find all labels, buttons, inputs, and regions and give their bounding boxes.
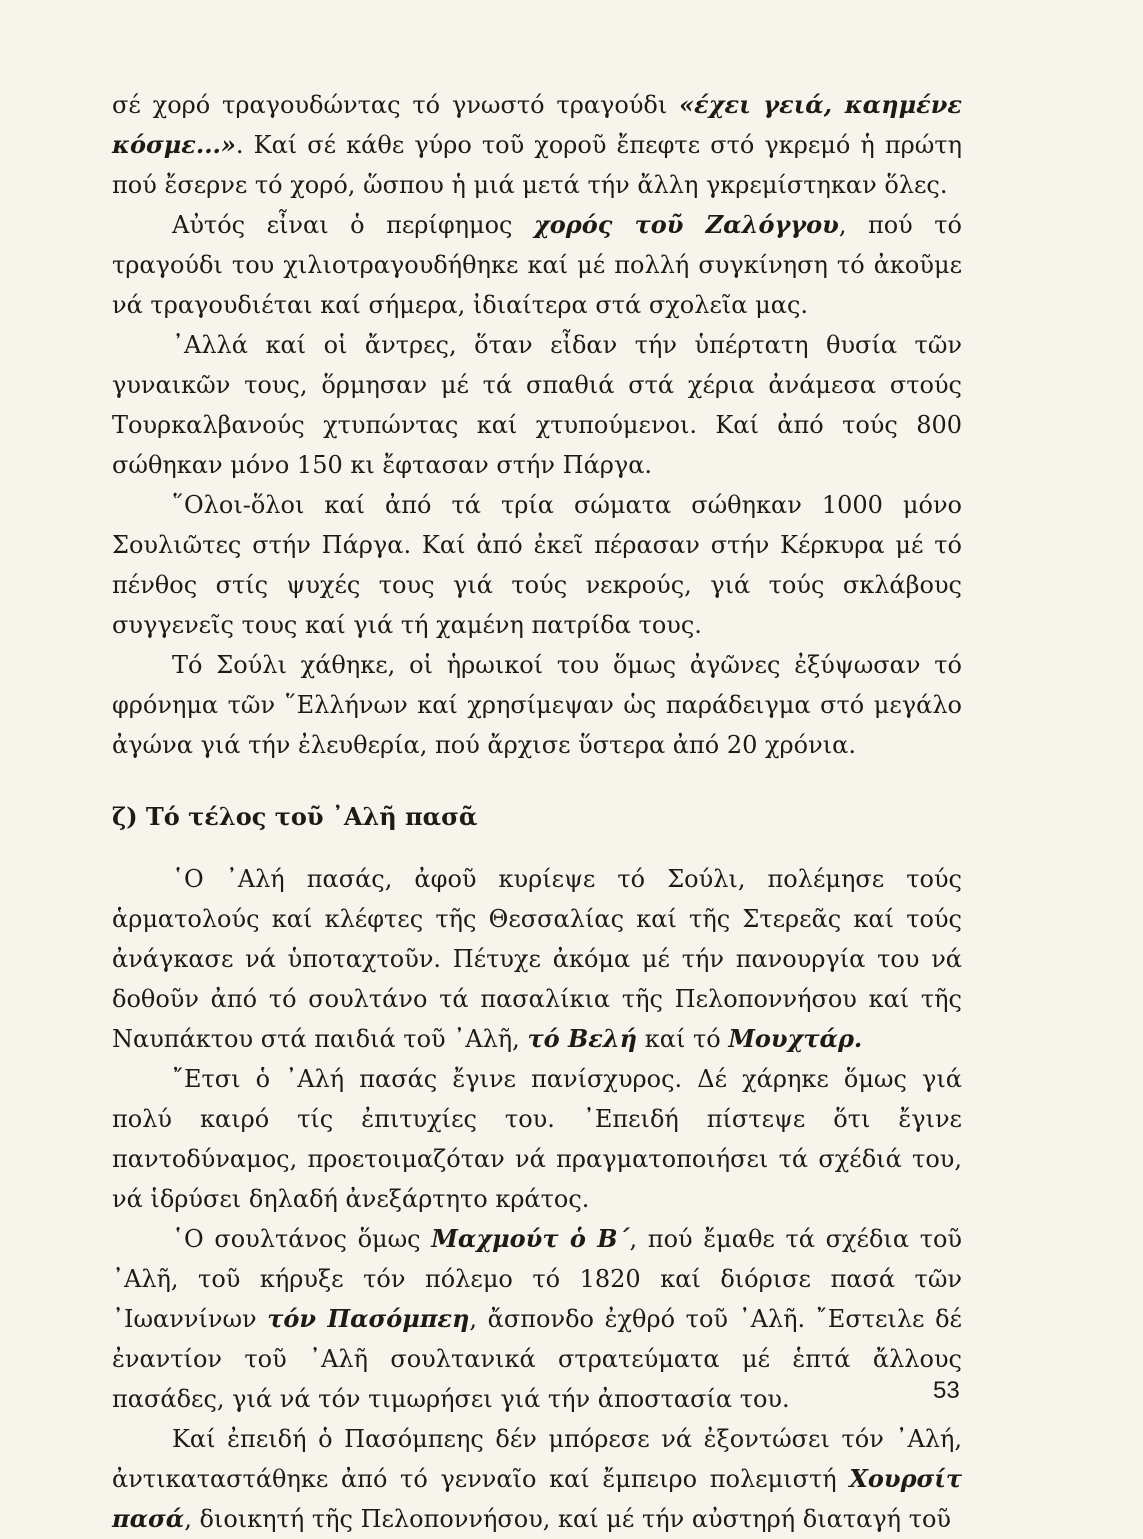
body-text bbox=[112, 85, 962, 1539]
text-segment: , πού τό τραγούδι του χιλιοτραγουδήθηκε καί μέ πολλή συγκίνηση τό ἀκοῦμε νά τραγουδιέται καί σήμερα, ἰδιαίτερα στά σχολεῖα μας. bbox=[112, 211, 962, 319]
emphasis-text: «έχει γειά, καημένε κόσμε...» bbox=[112, 90, 962, 159]
emphasis-text: χορός τοῦ Ζαλόγγου bbox=[534, 210, 839, 239]
emphasis-text: τό Βελή bbox=[527, 1024, 638, 1053]
paragraph bbox=[112, 325, 962, 485]
text-segment: . Καί σέ κάθε γύρο τοῦ χοροῦ ἔπεφτε στό γκρεμό ἡ πρώτη πού ἔσερνε τό χορό, ὥσπου ἡ μιά μετά τήν ἄλλη γκρεμίστηκαν ὅλες. bbox=[112, 131, 962, 199]
text-segment: , πού ἔμαθε τά σχέδια τοῦ ᾿Αλῆ, τοῦ κήρυξε τόν πόλεμο τό 1820 καί διόρισε πασά τῶν ᾿Ιωαννίνων bbox=[112, 1225, 963, 1333]
text-segment: ῾Ο σουλτάνος ὅμως bbox=[172, 1225, 432, 1253]
section-heading bbox=[112, 797, 962, 837]
emphasis-text: Μουχτάρ. bbox=[728, 1024, 863, 1053]
paragraph bbox=[112, 1419, 962, 1539]
text-segment: , ἄσπονδο ἐχθρό τοῦ ᾿Αλῆ. ῎Εστειλε δέ ἐναντίον τοῦ ᾿Αλῆ σουλτανικά στρατεύματα μέ ἑπτά ἄλλους πασάδες, γιά νά τόν τιμωρήσει γιά τήν ἀποστασία του. bbox=[112, 1305, 962, 1413]
paragraph bbox=[112, 645, 962, 765]
emphasis-text: Μαχμούτ ὁ Β΄ bbox=[431, 1224, 630, 1253]
text-segment: Τό Σούλι χάθηκε, οἱ ἡρωικοί του ὅμως ἀγῶνες ἐξύψωσαν τό φρόνημα τῶν ῞Ελλήνων καί χρησίμεψαν ὡς παράδειγμα στό μεγάλο ἀγώνα γιά τήν ἐλευθερία, πού ἄρχισε ὕστερα ἀπό 20 χρόνια. bbox=[112, 651, 962, 759]
text-segment: ᾿Αλλά καί οἱ ἄντρες, ὅταν εἶδαν τήν ὑπέρτατη θυσία τῶν γυναικῶν τους, ὅρμησαν μέ τά σπαθιά στά χέρια ἀνάμεσα στούς Τουρκαλβανούς χτυπώντας καί χτυπούμενοι. Καί ἀπό τούς 800 σώθηκαν μόνο 150 κι ἔφτασαν στήν Πάργα. bbox=[112, 331, 962, 479]
text-segment: Αὐτός εἶναι ὁ περίφημος bbox=[172, 211, 534, 239]
page-number: 53 bbox=[933, 1377, 960, 1404]
paragraph bbox=[112, 859, 962, 1059]
text-segment: ῾Ο ᾿Αλή πασάς, ἀφοῦ κυρίεψε τό Σούλι, πολέμησε τούς ἁρματολούς καί κλέφτες τῆς Θεσσαλίας καί τῆς Στερεᾶς καί τούς ἀνάγκασε νά ὑποταχτοῦν. Πέτυχε ἀκόμα μέ τήν πανουργία του νά δοθοῦν ἀπό τό σουλτάνο τά πασαλίκια τῆς Πελοποννήσου καί τῆς Ναυπάκτου στά παιδιά τοῦ ᾿Αλῆ, bbox=[112, 865, 962, 1053]
text-segment: ῎Ετσι ὁ ᾿Αλή πασάς ἔγινε πανίσχυρος. Δέ χάρηκε ὅμως γιά πολύ καιρό τίς ἐπιτυχίες του. ᾿Επειδή πίστεψε ὅτι ἔγινε παντοδύναμος, προετοιμαζόταν νά πραγματοποιήσει τά σχέδιά του, νά ἱδρύσει δηλαδή ἀνεξάρτητο κράτος. bbox=[112, 1065, 962, 1213]
text-segment: ζ) Τό τέλος τοῦ ᾿Αλῆ πασᾶ bbox=[112, 802, 478, 831]
text-segment: Καί ἐπειδή ὁ Πασόμπεης δέν μπόρεσε νά ἐξοντώσει τόν ᾿Αλή, ἀντικαταστάθηκε ἀπό τό γενναῖο καί ἔμπειρο πολεμιστή bbox=[112, 1425, 962, 1493]
text-segment: , διοικητή τῆς Πελοποννήσου, καί μέ τήν αὐστηρή διαταγή τοῦ bbox=[184, 1505, 952, 1533]
text-segment: ῞Ολοι-ὅλοι καί ἀπό τά τρία σώματα σώθηκαν 1000 μόνο Σουλιῶτες στήν Πάργα. Καί ἀπό ἐκεῖ πέρασαν στήν Κέρκυρα μέ τό πένθος στίς ψυχές τους γιά τούς νεκρούς, γιά τούς σκλάβους συγγενεῖς τους καί γιά τή χαμένη πατρίδα τους. bbox=[112, 491, 962, 639]
paragraph bbox=[112, 485, 962, 645]
paragraph bbox=[112, 1059, 962, 1219]
paragraph bbox=[112, 205, 962, 325]
text-segment: καί τό bbox=[637, 1025, 729, 1053]
paragraph bbox=[112, 85, 962, 205]
emphasis-text: Χουρσίτ πασά bbox=[112, 1464, 962, 1533]
paragraph bbox=[112, 1219, 962, 1419]
emphasis-text: τόν Πασόμπεη bbox=[267, 1304, 470, 1333]
text-segment: σέ χορό τραγουδώντας τό γνωστό τραγούδι bbox=[112, 91, 680, 119]
